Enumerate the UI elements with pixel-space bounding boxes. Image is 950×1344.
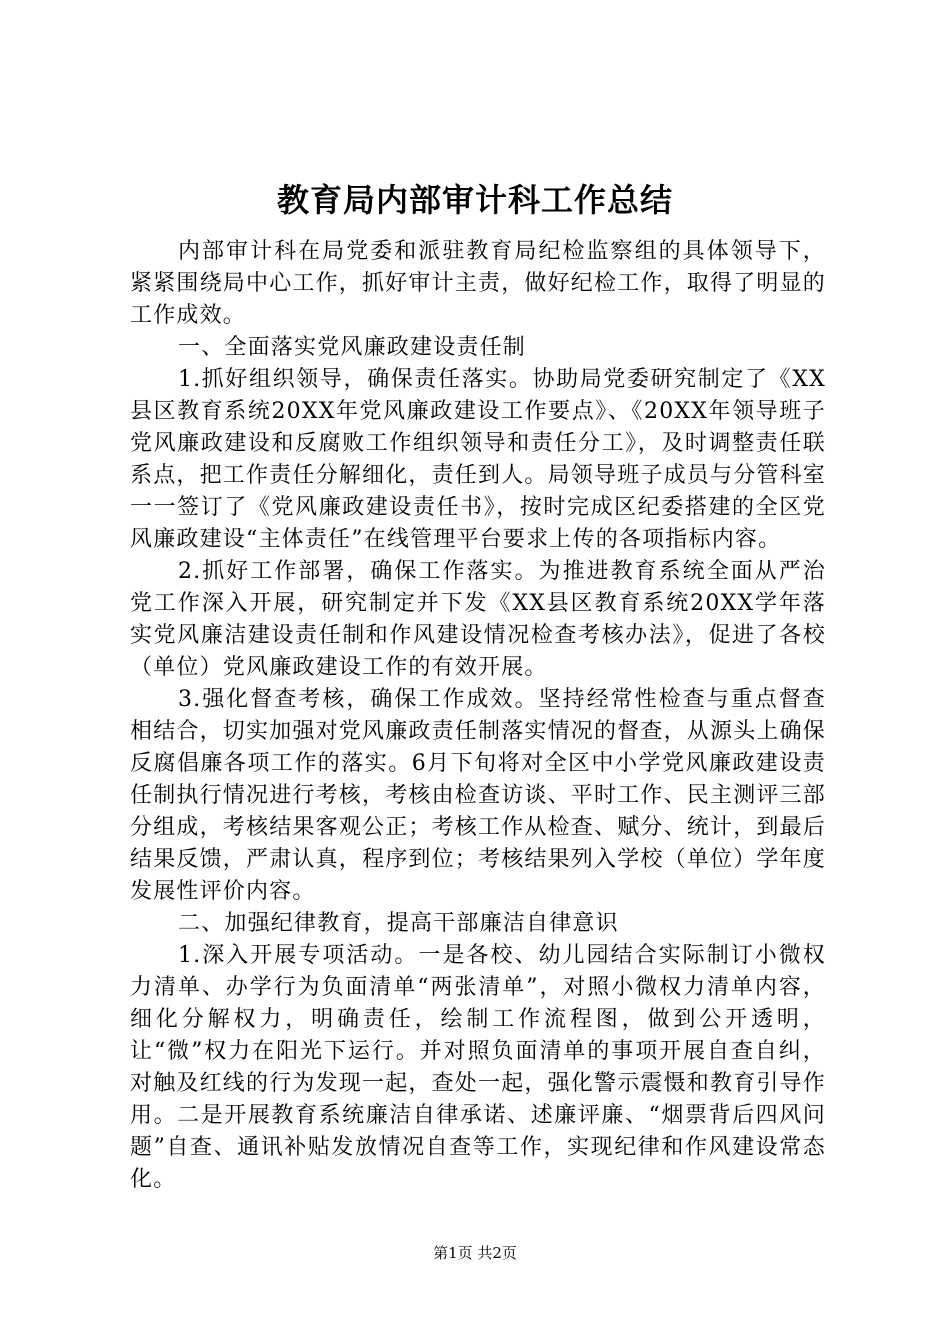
- paragraph-1-3: 3.强化督查考核，确保工作成效。坚持经常性检查与重点督查相结合，切实加强对党风廉政责任制落实情况的督查，从源头上确保反腐倡廉各项工作的落实。6月下旬将对全区中小学党风廉政建设责任制执行情况进行考核，考核由检查访谈、平时工作、民主测评三部分组成，考核结果客观公正；考核工作从检查、赋分、统计，到最后结果反馈，严肃认真，程序到位；考核结果列入学校（单位）学年度发展性评价内容。: [130, 687, 827, 904]
- paragraph-1-1: 1.抓好组织领导，确保责任落实。协助局党委研究制定了《XX县区教育系统20XX年党风廉政建设工作要点》、《20XX年领导班子党风廉政建设和反腐败工作组织领导和责任分工》，及时调整责任联系点，把工作责任分解细化，责任到人。局领导班子成员与分管科室一一签订了《党风廉政建设责任书》，按时完成区纪委搭建的全区党风廉政建设“主体责任”在线管理平台要求上传的各项指标内容。: [130, 367, 827, 552]
- paragraph-2-1: 1.深入开展专项活动。一是各校、幼儿园结合实际制订小微权力清单、办学行为负面清单“两张清单”，对照小微权力清单内容，细化分解权力，明确责任，绘制工作流程图，做到公开透明，让“微”权力在阳光下运行。并对照负面清单的事项开展自查自纠，对触及红线的行为发现一起，查处一起，强化警示震慑和教育引导作用。二是开展教育系统廉洁自律承诺、述廉评廉、“烟票背后四风问题”自查、通讯补贴发放情况自查等工作，实现纪律和作风建设常态化。: [130, 943, 827, 1192]
- section-heading-1: 一、全面落实党风廉政建设责任制: [178, 335, 527, 360]
- document-body: [130, 236, 826, 1196]
- page-footer: 第1页 共2页: [433, 1244, 517, 1262]
- paragraph-intro: 内部审计科在局党委和派驻教育局纪检监察组的具体领导下，紧紧围绕局中心工作，抓好审计主责，做好纪检工作，取得了明显的工作成效。: [130, 239, 827, 328]
- document-title: 教育局内部审计科工作总结: [276, 181, 673, 219]
- section-heading-2: 二、加强纪律教育，提高干部廉洁自律意识: [178, 911, 619, 936]
- paragraph-1-2: 2.抓好工作部署，确保工作落实。为推进教育系统全面从严治党工作深入开展，研究制定并下发《XX县区教育系统20XX学年落实党风廉洁建设责任制和作风建设情况检查考核办法》，促进了各校（单位）党风廉政建设工作的有效开展。: [130, 559, 826, 680]
